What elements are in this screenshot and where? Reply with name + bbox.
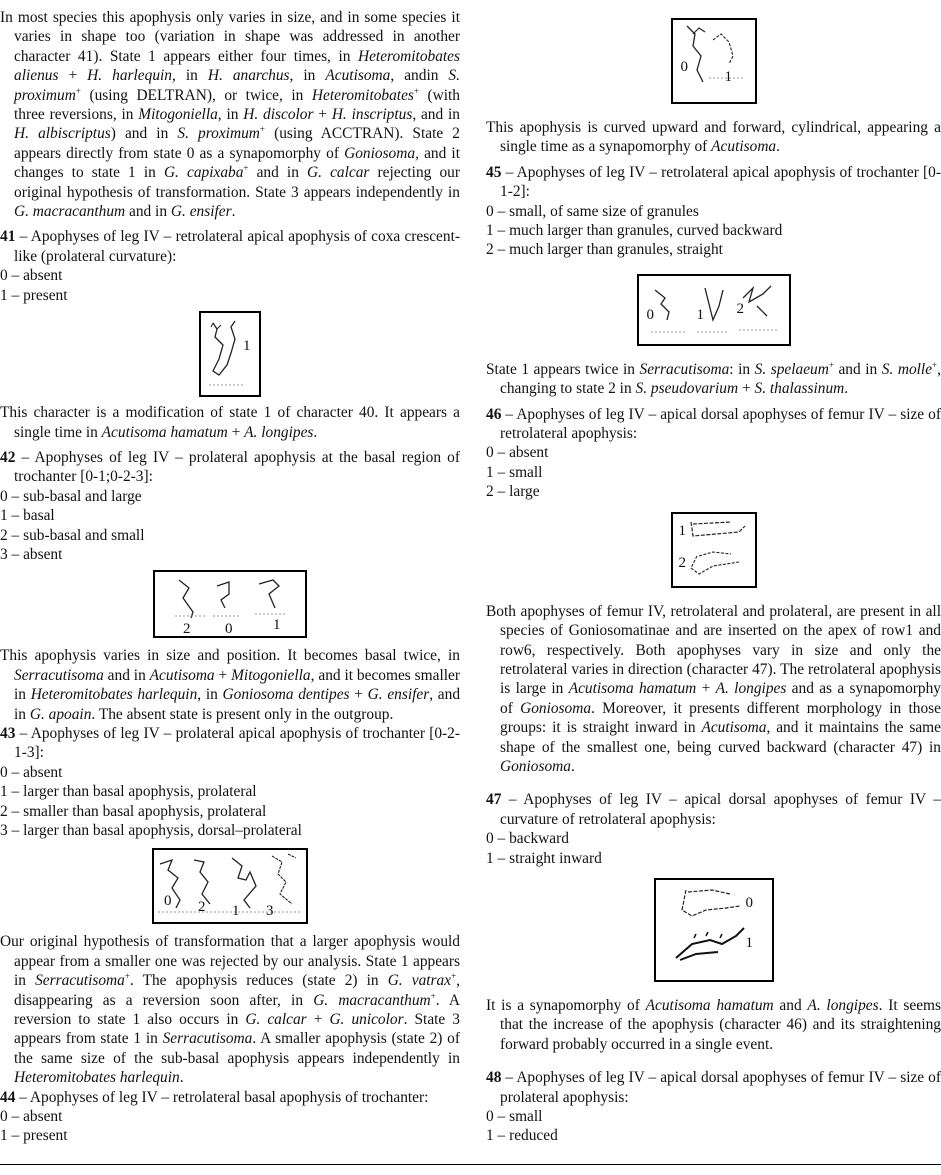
character-42-state-3: 3 – absent — [0, 545, 63, 563]
figure-42-label-1: 1 — [273, 617, 281, 634]
figure-45 — [637, 274, 791, 346]
character-46-state-2: 2 – large — [486, 483, 540, 501]
character-42-heading: 42 – Apophyses of leg IV – prolateral apophysis at the basal region of trochanter [0-1;0-2-3]: — [0, 448, 460, 486]
character-48-state-1: 1 – reduced — [486, 1127, 558, 1145]
character-43-discussion: Our original hypothesis of transformation that a larger apophysis would appear from a smaller one was rejected by our analysis. State 1 appears in Serracutisoma+. The apophysis reduces (state 2) in G. vatrax+, disappearing as a reversion soon after, in G. macracanthum+. A reversion to state 1 also occurs in G. calcar + G. unicolor. State 3 appears from state 1 in Serracutisoma. A smaller apophysis (state 2) of the same size of the sub-basal apophysis appears independently in Heteromitobates harlequin. — [0, 933, 461, 1087]
figure-44-label-1: 1 — [724, 69, 732, 85]
figure-47-drawing — [656, 880, 772, 980]
character-42-state-2: 2 – sub-basal and small — [0, 526, 145, 544]
character-41-heading: 41 – Apophyses of leg IV – retrolateral apical apophysis of coxa crescent-like (prolateral curvature): — [0, 228, 460, 265]
character-43-state-0: 0 – absent — [0, 763, 63, 781]
figure-43-label-0: 0 — [164, 893, 172, 910]
character-46-discussion: Both apophyses of femur IV, retrolateral and prolateral, are present in all species of Goniosomatinae and are inserted on the apex of row1 and row6, respectively. Both apophyses vary in size and only the retrolateral varies in direction (character 47). The retrolateral apophysis is large in Acutisoma hamatum + A. longipes and as a synapomorphy of Goniosoma. Moreover, it presents different morphology in those groups: it is straight inward in Acutisoma, and it maintains the same shape of the smallest one, being curved backward (character 47) in Goniosoma. — [486, 602, 941, 775]
figure-45-label-1: 1 — [696, 306, 704, 323]
character-46-state-1: 1 – small — [486, 463, 543, 481]
figure-41-drawing — [201, 313, 259, 395]
character-42-state-0: 0 – sub-basal and large — [0, 487, 142, 505]
character-43-state-3: 3 – larger than basal apophysis, dorsal–prolateral — [0, 822, 302, 839]
figure-43-label-1: 1 — [232, 903, 240, 920]
figure-42-label-2: 2 — [183, 621, 191, 638]
figure-42-label-0: 0 — [225, 621, 233, 638]
character-42-state-1: 1 – basal — [0, 507, 55, 525]
character-41-state-1: 1 – present — [0, 286, 68, 304]
figure-43-drawing — [154, 850, 306, 922]
figure-46-label-2: 2 — [678, 554, 686, 571]
character-45-state-2: 2 – much larger than granules, straight — [486, 241, 723, 259]
figure-43 — [152, 848, 308, 924]
character-48-state-0: 0 – small — [486, 1108, 543, 1125]
figure-45-drawing — [639, 276, 789, 344]
left-column — [0, 8, 460, 1146]
character-45-state-1: 1 – much larger than granules, curved backward — [486, 222, 783, 240]
right-column — [486, 8, 941, 1146]
figure-47-label-0: 0 — [745, 894, 753, 911]
figure-41-label: 1 — [243, 338, 251, 355]
figure-46 — [671, 512, 757, 588]
figure-41 — [199, 311, 261, 397]
character-43-state-1: 1 – larger than basal apophysis, prolateral — [0, 783, 257, 801]
figure-45-label-2: 2 — [736, 300, 744, 317]
figure-47-label-1: 1 — [745, 934, 753, 951]
character-46-heading: 46 – Apophyses of leg IV – apical dorsal apophyses of femur IV – size of retrolateral apophysis: — [486, 405, 941, 443]
figure-43-label-3: 3 — [266, 903, 274, 920]
character-47-heading: 47 – Apophyses of leg IV – apical dorsal apophyses of femur IV – curvature of retrolateral apophysis: — [486, 791, 941, 828]
character-44-state-1: 1 – present — [0, 1127, 68, 1145]
character-45-state-0: 0 – small, of same size of granules — [486, 202, 699, 220]
figure-44 — [671, 18, 757, 104]
figure-43-label-2: 2 — [198, 899, 206, 916]
figure-44-label-0: 0 — [680, 59, 688, 75]
character-47-state-0: 0 – backward — [486, 830, 569, 848]
character-47-state-1: 1 – straight inward — [486, 849, 602, 867]
character-43-state-2: 2 – smaller than basal apophysis, prolateral — [0, 802, 267, 820]
character-47-discussion: It is a synapomorphy of Acutisoma hamatum and A. longipes. It seems that the increase of the apophysis (character 46) and its straightening forward probably occurred in a single event. — [486, 996, 941, 1053]
intro-paragraph: In most species this apophysis only varies in size, and in some species it varies in shape too (variation in shape was addressed in another character 41). State 1 appears either four times, in Heteromitobates alienus + H. harlequin, in H. anarchus, in Acutisoma, andin S. proximum+ (using DELTRAN), or twice, in Heteromitobates+ (with three reversions, in Mitogoniella, in H. discolor + H. inscriptus, and in H. albiscriptus) and in S. proximum+ (using ACCTRAN). State 2 appears directly from state 0 as a synapomorphy of Goniosoma, and it changes to state 1 in G. capixaba+ and in G. calcar rejecting our original hypothesis of transformation. State 3 appears independently in G. macracanthum and in G. ensifer. — [0, 9, 460, 221]
character-42-discussion: This apophysis varies in size and position. It becomes basal twice, in Serracutisoma and in Acutisoma + Mitogoniella, and it becomes smaller in Heteromitobates harlequin, in Goniosoma dentipes + G. ensifer, and in G. apoain. The absent state is present only in the outgroup. — [0, 647, 461, 723]
character-44-discussion: This apophysis is curved upward and forward, cylindrical, appearing a single time as a synapomorphy of Acutisoma. — [486, 119, 941, 156]
figure-46-label-1: 1 — [678, 522, 686, 539]
character-45-heading: 45 – Apophyses of leg IV – retrolateral apical apophysis of trochanter [0-1-2]: — [486, 163, 941, 201]
character-44-state-0: 0 – absent — [0, 1108, 63, 1126]
figure-47 — [654, 878, 774, 982]
character-46-state-0: 0 – absent — [486, 444, 549, 462]
figure-45-label-0: 0 — [646, 306, 654, 323]
character-45-discussion: State 1 appears twice in Serracutisoma: in S. spelaeum+ and in S. molle+, changing to state 2 in S. pseudovarium + S. thalassinum. — [486, 359, 941, 398]
character-41-state-0: 0 – absent — [0, 267, 63, 285]
figure-42 — [153, 570, 307, 638]
character-41-discussion: This character is a modification of state 1 of character 40. It appears a single time in Acutisoma hamatum + A. longipes. — [0, 404, 460, 441]
page-bottom-rule — [0, 1164, 941, 1165]
character-48-heading: 48 – Apophyses of leg IV – apical dorsal apophyses of femur IV – size of prolateral apophysis: — [486, 1069, 941, 1106]
character-43-heading: 43 – Apophyses of leg IV – prolateral apical apophysis of trochanter [0-2-1-3]: — [0, 724, 460, 762]
character-44-heading: 44 – Apophyses of leg IV – retrolateral basal apophysis of trochanter: — [0, 1088, 429, 1106]
